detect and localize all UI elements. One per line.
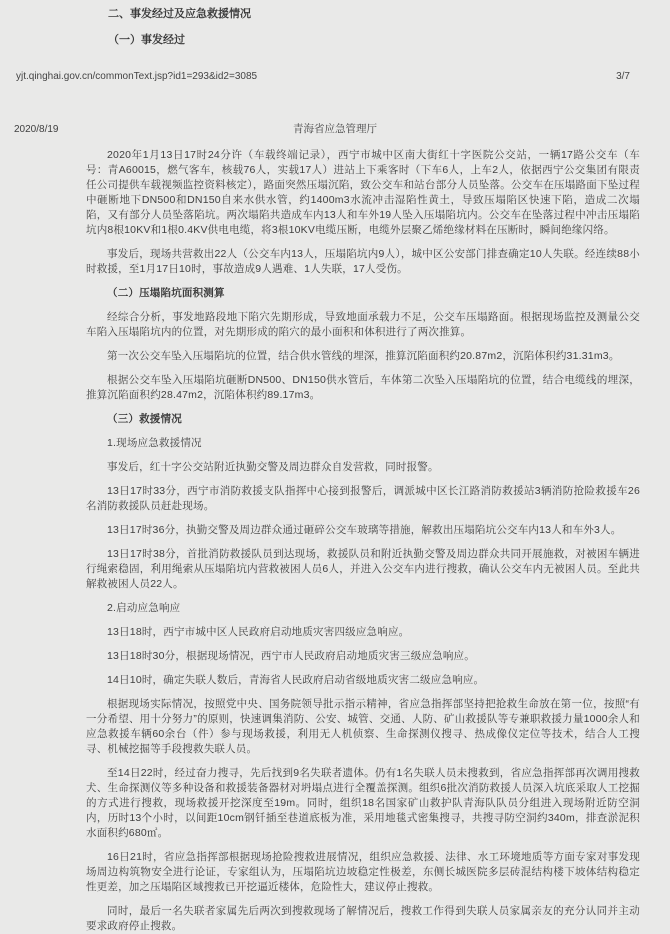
paragraph-1733: 13日17时33分，西宁市消防救援支队指挥中心接到报警后，调派城中区长江路消防救援站3辆消防抢险救援车26名消防救援队员赶赴现场。 xyxy=(86,485,640,512)
document-content xyxy=(86,148,640,934)
print-header xyxy=(0,123,670,136)
previous-page-bottom xyxy=(0,0,670,47)
paragraph-analysis: 经综合分析，事发地路段地下陷穴先期形成，导致地面承载力不足，公交车压塌路面。根据现场监控及测量公交车陷入压塌陷坑内的位置，对先期形成的陷穴的最小面积和体积进行了两次推算。 xyxy=(86,311,640,338)
footer-url: yjt.qinghai.gov.cn/commonText.jsp?id1=293&id2=3085 xyxy=(16,71,258,82)
paragraph-level3-response: 13日18时30分，根据现场情况，西宁市人民政府启动地质灾害三级应急响应。 xyxy=(107,650,475,662)
paragraph-level4-response: 13日18时，西宁市城中区人民政府启动地质灾害四级应急响应。 xyxy=(107,626,410,638)
paragraph-casualties: 事发后，现场共营救出22人（公交车内13人，压塌陷坑内9人），城中区公安部门排查确定10人失联。经连续88小时救援，至1月17日10时，事故造成9人遇难、1人失联，17人受伤。 xyxy=(86,248,640,275)
paragraph-level2-response: 14日10时，确定失联人数后，青海省人民政府启动省级地质灾害二级应急响应。 xyxy=(107,674,485,686)
paragraph-family-consent: 同时，最后一名失联者家属先后两次到搜救现场了解情况后，搜救工作得到失联人员家属亲友的充分认同并主动要求政府停止搜救。 xyxy=(86,905,640,932)
subsection-heading: （一）事发经过 xyxy=(108,34,185,46)
paragraph-incident-course: 2020年1月13日17时24分许（车载终端记录），西宁市城中区南大街红十字医院公交站，一辆17路公交车（车号：青A60015，燃气客车，核载76人，实载17人）进站上下乘客时（下车6人，上车2人，依据西宁公交集团有限责任公司提供车载视频监控资料核定），路面突然压塌沉陷，致公交车和站台部分人员坠落。公交车在压塌路面下坠过程中砸断地下DN500和DN150自来水供水管，约1400m3水流冲击湿陷性黄土，导致压塌陷区快速下陷，造成二次塌陷，又有部分人员坠落陷坑。两次塌陷共造成车内13人和车外19人坠入压塌陷坑内。公交车在坠落过程中冲击压塌陷坑内8根10KV和1根0.4KV供电电缆，将3根10KV电缆压断，电缆外层聚乙烯绝缘材料在压断时，瞬间绝缘闪络。 xyxy=(86,149,640,236)
print-footer xyxy=(0,70,670,83)
paragraph-second-estimate: 根据公交车坠入压塌陷坑砸断DN500、DN150供水管后，车体第二次坠入压塌陷坑的位置，结合电缆线的埋深，推算沉陷面积约28.47m2，沉陷体积约89.17m3。 xyxy=(86,374,640,401)
section-heading: 二、事发经过及应急救援情况 xyxy=(108,8,251,20)
paragraph-rescue-forces: 根据现场实际情况，按照党中央、国务院领导批示指示精神，省应急指挥部坚持把抢救生命放在第一位，按照“有一分希望、用十分努力”的原则，快速调集消防、公安、城管、交通、人防、矿山救援队等专兼职救援力量1000余人和应急救援车辆60余台（件）参与现场救援，利用无人机侦察、生命探测仪搜寻、热成像仪定位等技术，结合人工搜寻、机械挖掘等手段搜救失联人员。 xyxy=(86,698,640,755)
paragraph-self-rescue: 事发后，红十字公交站附近执勤交警及周边群众自发营救，同时报警。 xyxy=(107,461,439,473)
section-heading-2: （二）压塌陷坑面积测算 xyxy=(107,287,225,299)
page-number: 3/7 xyxy=(616,71,630,82)
header-title: 青海省应急管理厅 xyxy=(293,123,377,135)
paragraph-expert-review: 16日21时，省应急指挥部根据现场抢险搜救进展情况，组织应急救援、法律、水工环境地质等方面专家对事发现场周边构筑物安全进行论证，专家组认为，压塌陷坑边坡稳定性极差，东侧长城医院多层砖混结构楼下坡体结构稳定性更差，加之压塌陷区域搜救已开挖逼近楼体，危险性大，建议停止搜救。 xyxy=(86,851,640,893)
paragraph-1736: 13日17时36分，执勤交警及周边群众通过砸碎公交车玻璃等措施，解救出压塌陷坑公交车内13人和车外3人。 xyxy=(107,524,622,536)
header-date: 2020/8/19 xyxy=(14,124,59,135)
paragraph-1738: 13日17时38分，首批消防救援队员到达现场，救援队员和附近执勤交警及周边群众共同开展施救，对被困车辆进行绳索稳固，利用绳索从压塌陷坑内营救被困人员6人，并进入公交车内进行搜救，确认公交车内无被困人员。至此共解救被困人员22人。 xyxy=(86,548,640,590)
subsection-heading-response: 2.启动应急响应 xyxy=(107,602,181,614)
paragraph-search-progress: 至14日22时，经过奋力搜寻，先后找到9名失联者遗体。仍有1名失联人员未搜救到，省应急指挥部再次调用搜救犬、生命探测仪等多种设备和救援装备器材对坍塌点进行全覆盖探测。组织6批次消防救援人员深入坑底采取人工挖掘的方式进行搜救，现场救援开挖深度至19m。同时，组织18名国家矿山救护队青海队队员分组进入现场附近防空洞内，历时13个小时，以间距10cm钢钎插至巷道底板为准，采用地毯式密集搜寻，共搜寻防空洞约340m，排查淤泥积水面积约680㎡。 xyxy=(86,767,640,839)
section-heading-3: （三）救援情况 xyxy=(107,413,182,425)
subsection-heading-rescue: 1.现场应急救援情况 xyxy=(107,437,202,449)
paragraph-first-estimate: 第一次公交车坠入压塌陷坑的位置，结合供水管线的埋深，推算沉陷面积约20.87m2，沉陷体积约31.31m3。 xyxy=(107,350,620,362)
